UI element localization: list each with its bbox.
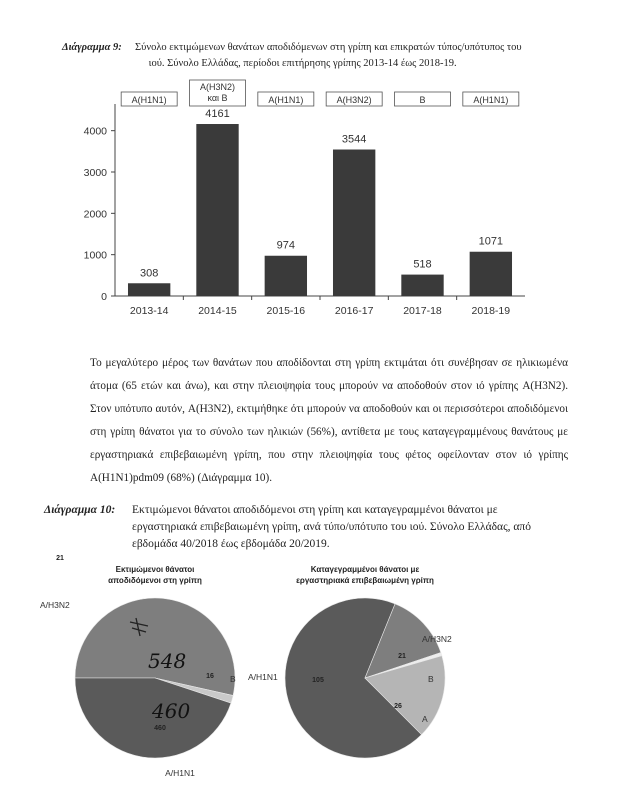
pie-category-label: A/H3N2 — [40, 600, 70, 610]
chart10-label: Διάγραμμα 10: — [44, 504, 116, 516]
pie-title: Καταγεγραμμένοι θάνατοι με — [310, 565, 420, 574]
handwritten-number: 460 — [152, 699, 191, 723]
subtype-box-label: A(H1N1) — [473, 95, 509, 105]
bar — [470, 252, 512, 296]
bar — [196, 124, 238, 296]
pie-value-label: 105 — [312, 677, 324, 684]
bar — [265, 256, 307, 296]
pie-value-label: 26 — [394, 703, 402, 710]
chart10-caption-text: Εκτιμώμενοι θάνατοι αποδιδόμενοι στη γρίπη και καταγεγραμμένοι θάνατοι με εργαστηριακά επιβεβαιωμένη γρίπη, ανά τύπο/υπότυπο του ιού. Σύνολο Ελλάδας, από εβδομάδα 40/2018 έως εβδομάδα 20/2019. — [132, 504, 531, 550]
data-label: 518 — [413, 258, 432, 271]
pie-charts — [40, 555, 580, 790]
handwritten-number: 548 — [148, 649, 187, 673]
pie-value-label: 460 — [154, 725, 166, 732]
x-tick-label: 2017-18 — [403, 305, 442, 317]
x-tick-label: 2016-17 — [334, 305, 374, 317]
data-label: 3544 — [341, 133, 367, 146]
subtype-box-label: A(H1N1) — [131, 95, 167, 105]
chart9-caption — [62, 40, 582, 72]
pie-value-label: 16 — [206, 673, 214, 680]
chart9-caption-line2: ιού. Σύνολο Ελλάδας, περίοδοι επιτήρησης γρίπης 2013-14 έως 2018-19. — [148, 58, 457, 69]
x-tick-label: 2014-15 — [198, 305, 237, 317]
pie-value-label: 21 — [398, 653, 406, 660]
pie-category-label: A/H1N1 — [165, 768, 195, 778]
y-tick-label: 1000 — [83, 249, 107, 262]
bar — [128, 283, 170, 296]
subtype-box-label: και B — [207, 93, 228, 103]
subtype-box-label: A(H3N2) — [199, 82, 236, 92]
y-tick-label: 2000 — [83, 208, 107, 221]
pie-category-label: A/H3N2 — [422, 634, 452, 644]
bar — [401, 275, 443, 296]
chart9-caption-line1: Σύνολο εκτιμώμενων θανάτων αποδιδόμενων στη γρίπη και επικρατών τύπος/υπότυπος του — [135, 42, 522, 53]
data-label: 308 — [139, 267, 159, 280]
y-tick-label: 4000 — [83, 125, 107, 138]
pie-category-label: A — [422, 714, 428, 724]
pie-category-label: A/H1N1 — [248, 672, 278, 682]
y-tick-label: 0 — [101, 291, 107, 303]
subtype-box-label: B — [419, 95, 426, 105]
pie-title: αποδιδόμενοι στη γρίπη — [108, 576, 202, 585]
subtype-box-label: A(H3N2) — [336, 95, 372, 105]
y-tick-label: 3000 — [83, 167, 107, 179]
bar-chart — [70, 82, 540, 328]
pie-value-label: 21 — [56, 555, 64, 562]
chart9-label: Διάγραμμα 9: — [62, 42, 122, 53]
chart10-caption — [44, 502, 574, 553]
pie-category-label: B — [428, 674, 434, 684]
bar — [333, 150, 375, 296]
x-tick-label: 2015-16 — [266, 305, 306, 317]
body-paragraph: Το μεγαλύτερο μέρος των θανάτων που αποδίδονται στη γρίπη εκτιμάται ότι συνέβησαν σε ηλικιωμένα άτομα (65 ετών και άνω), και στην πλειοψηφία τους μπορούν να αποδοθούν στον ιό γρίπης A(H3N2). Στον υπότυπο αυτόν, A(H3N2), εκτιμήθηκε ότι μπορούν να αποδοθούν και οι περισσότεροι αποδιδόμενοι στη γρίπη θάνατοι για το σύνολο των ηλικιών (56%), αντίθετα με τους καταγεγραμμένους θανάτους με εργαστηριακά επιβεβαιωμένη γρίπη, που στην πλειοψηφία τους φέτος οφείλονταν στον ιό γρίπης A(H1N1)pdm09 (68%) (Διάγραμμα 10). — [90, 357, 568, 484]
x-tick-label: 2013-14 — [129, 305, 169, 317]
data-label: 1071 — [478, 235, 504, 248]
data-label: 4161 — [205, 108, 230, 121]
pie-category-label: B — [230, 674, 236, 684]
x-tick-label: 2018-19 — [471, 305, 511, 317]
subtype-box-label: A(H1N1) — [268, 95, 304, 105]
data-label: 974 — [276, 239, 296, 252]
pie-title: Εκτιμώμενοι θάνατοι — [115, 565, 195, 574]
pie-title: εργαστηριακά επιβεβαιωμένη γρίπη — [296, 576, 434, 585]
